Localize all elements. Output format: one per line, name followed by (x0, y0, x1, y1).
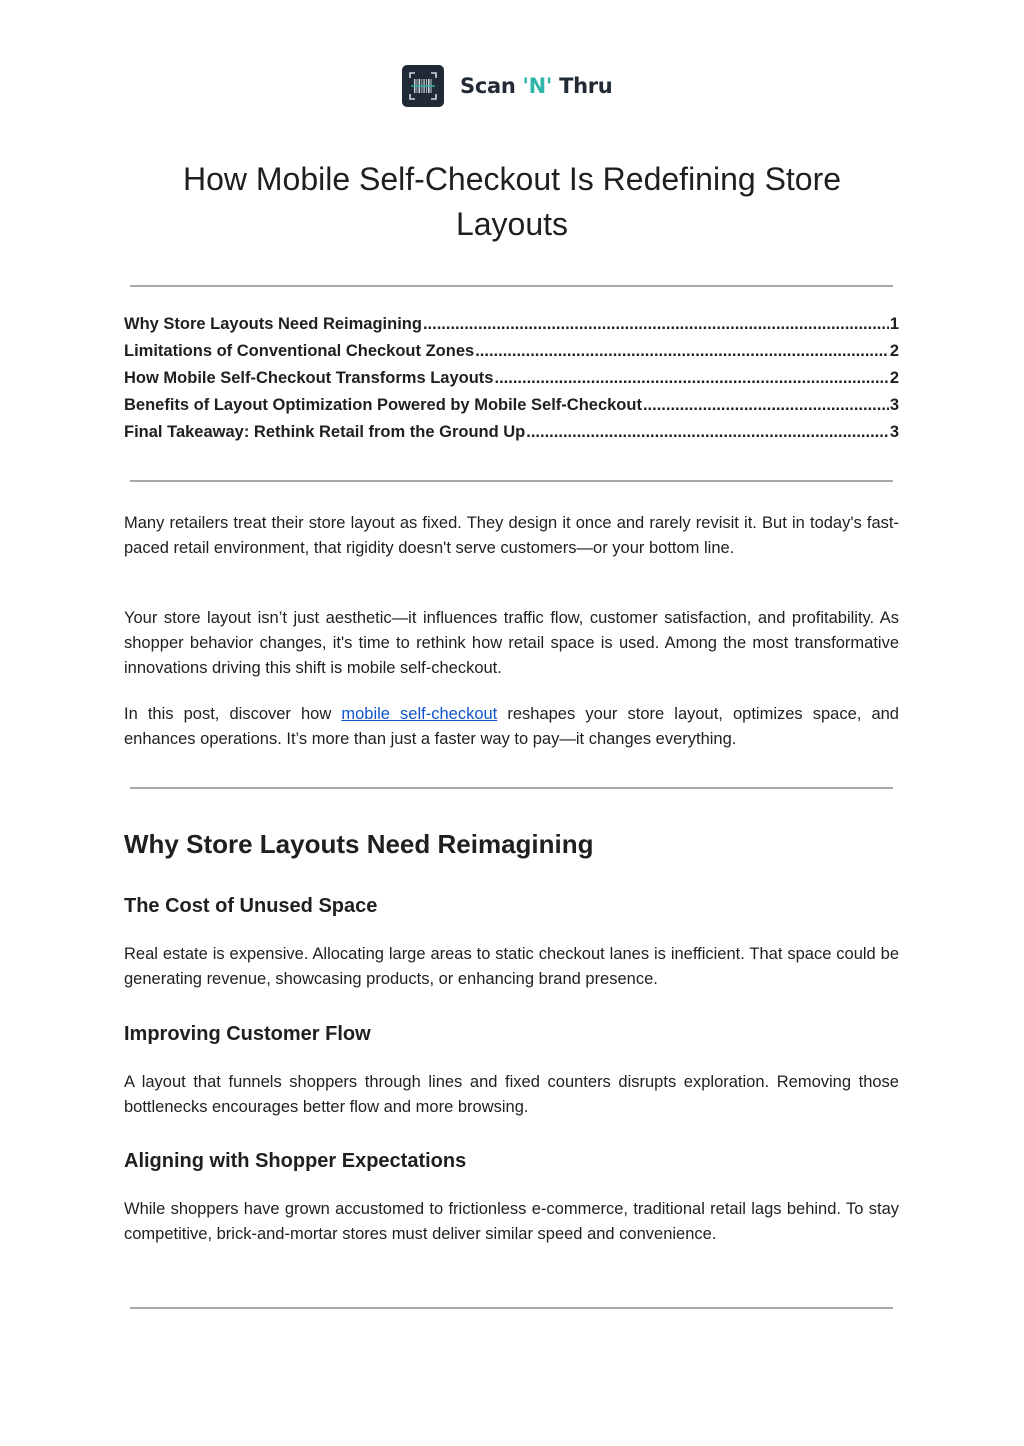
toc-entry-title[interactable]: Benefits of Layout Optimization Powered by Mobile Self-Checkout (124, 396, 642, 414)
toc-entry[interactable] (124, 369, 899, 396)
toc-entry-title[interactable]: Final Takeaway: Rethink Retail from the Ground Up (124, 423, 526, 441)
divider (130, 1307, 893, 1309)
toc-entry[interactable] (124, 342, 899, 369)
toc-entry[interactable] (124, 396, 899, 423)
subsection-paragraph: Real estate is expensive. Allocating large areas to static checkout lanes is inefficient. That space could be generating revenue, showcasing products, or enhancing brand presence. (124, 945, 899, 988)
toc-entry-page[interactable]: 1 (889, 315, 899, 333)
intro-text: reshapes your store layout, optimizes space, and enhances operations. It’s more than just a faster way to pay—it changes everything. (124, 705, 899, 748)
mobile-self-checkout-link[interactable]: mobile self-checkout (341, 705, 498, 723)
brand-name-accent: 'N' (522, 74, 553, 98)
intro-paragraph (124, 702, 899, 752)
subsection-paragraph: A layout that funnels shoppers through lines and fixed counters disrupts exploration. Removing those bottlenecks encourages better flow and more browsing. (124, 1073, 899, 1116)
toc-entry-page[interactable]: 2 (889, 342, 899, 360)
toc-entry-page[interactable]: 3 (889, 423, 899, 441)
toc-leader-dots (526, 423, 889, 442)
subsection-heading: Improving Customer Flow (124, 1023, 371, 1045)
document-title: How Mobile Self-Checkout Is Redefining Store Layouts (182, 161, 842, 242)
brand-name (460, 74, 612, 98)
divider (130, 285, 893, 287)
section-heading: Why Store Layouts Need Reimagining (124, 829, 594, 859)
toc-entry-title[interactable]: How Mobile Self-Checkout Transforms Layouts (124, 369, 494, 387)
brand-name-part1: Scan (460, 74, 523, 98)
toc-leader-dots (494, 369, 888, 388)
intro-text: In this post, discover how (124, 705, 342, 723)
toc-entry-title[interactable]: Limitations of Conventional Checkout Zones (124, 342, 475, 360)
divider (130, 480, 893, 482)
barcode-scan-icon (402, 65, 444, 107)
intro-paragraph: Your store layout isn’t just aesthetic—it influences traffic flow, customer satisfaction, and profitability. As shopper behavior changes, it's time to rethink how retail space is used. Among the most transformative innovations driving this shift is mobile self-checkout. (124, 609, 899, 677)
toc-entry-page[interactable]: 2 (889, 369, 899, 387)
subsection-heading: Aligning with Shopper Expectations (124, 1150, 467, 1172)
toc-entry-title[interactable]: Why Store Layouts Need Reimagining (124, 315, 422, 333)
divider (130, 787, 893, 789)
toc-entry[interactable] (124, 423, 899, 450)
subsection-paragraph: While shoppers have grown accustomed to frictionless e-commerce, traditional retail lags behind. To stay competitive, brick-and-mortar stores must deliver similar speed and convenience. (124, 1200, 899, 1243)
intro-paragraph: Many retailers treat their store layout as fixed. They design it once and rarely revisit it. But in today's fast-paced retail environment, that rigidity doesn't serve customers—or your bottom line. (124, 514, 899, 557)
toc-entry-page[interactable]: 3 (889, 396, 899, 414)
toc-leader-dots (423, 315, 889, 334)
subsection-heading: The Cost of Unused Space (124, 895, 378, 917)
brand-name-part2: Thru (552, 74, 613, 98)
brand-logo (402, 65, 612, 107)
toc-leader-dots (643, 396, 889, 415)
table-of-contents (124, 315, 899, 450)
toc-leader-dots (475, 342, 889, 361)
toc-entry[interactable] (124, 315, 899, 342)
